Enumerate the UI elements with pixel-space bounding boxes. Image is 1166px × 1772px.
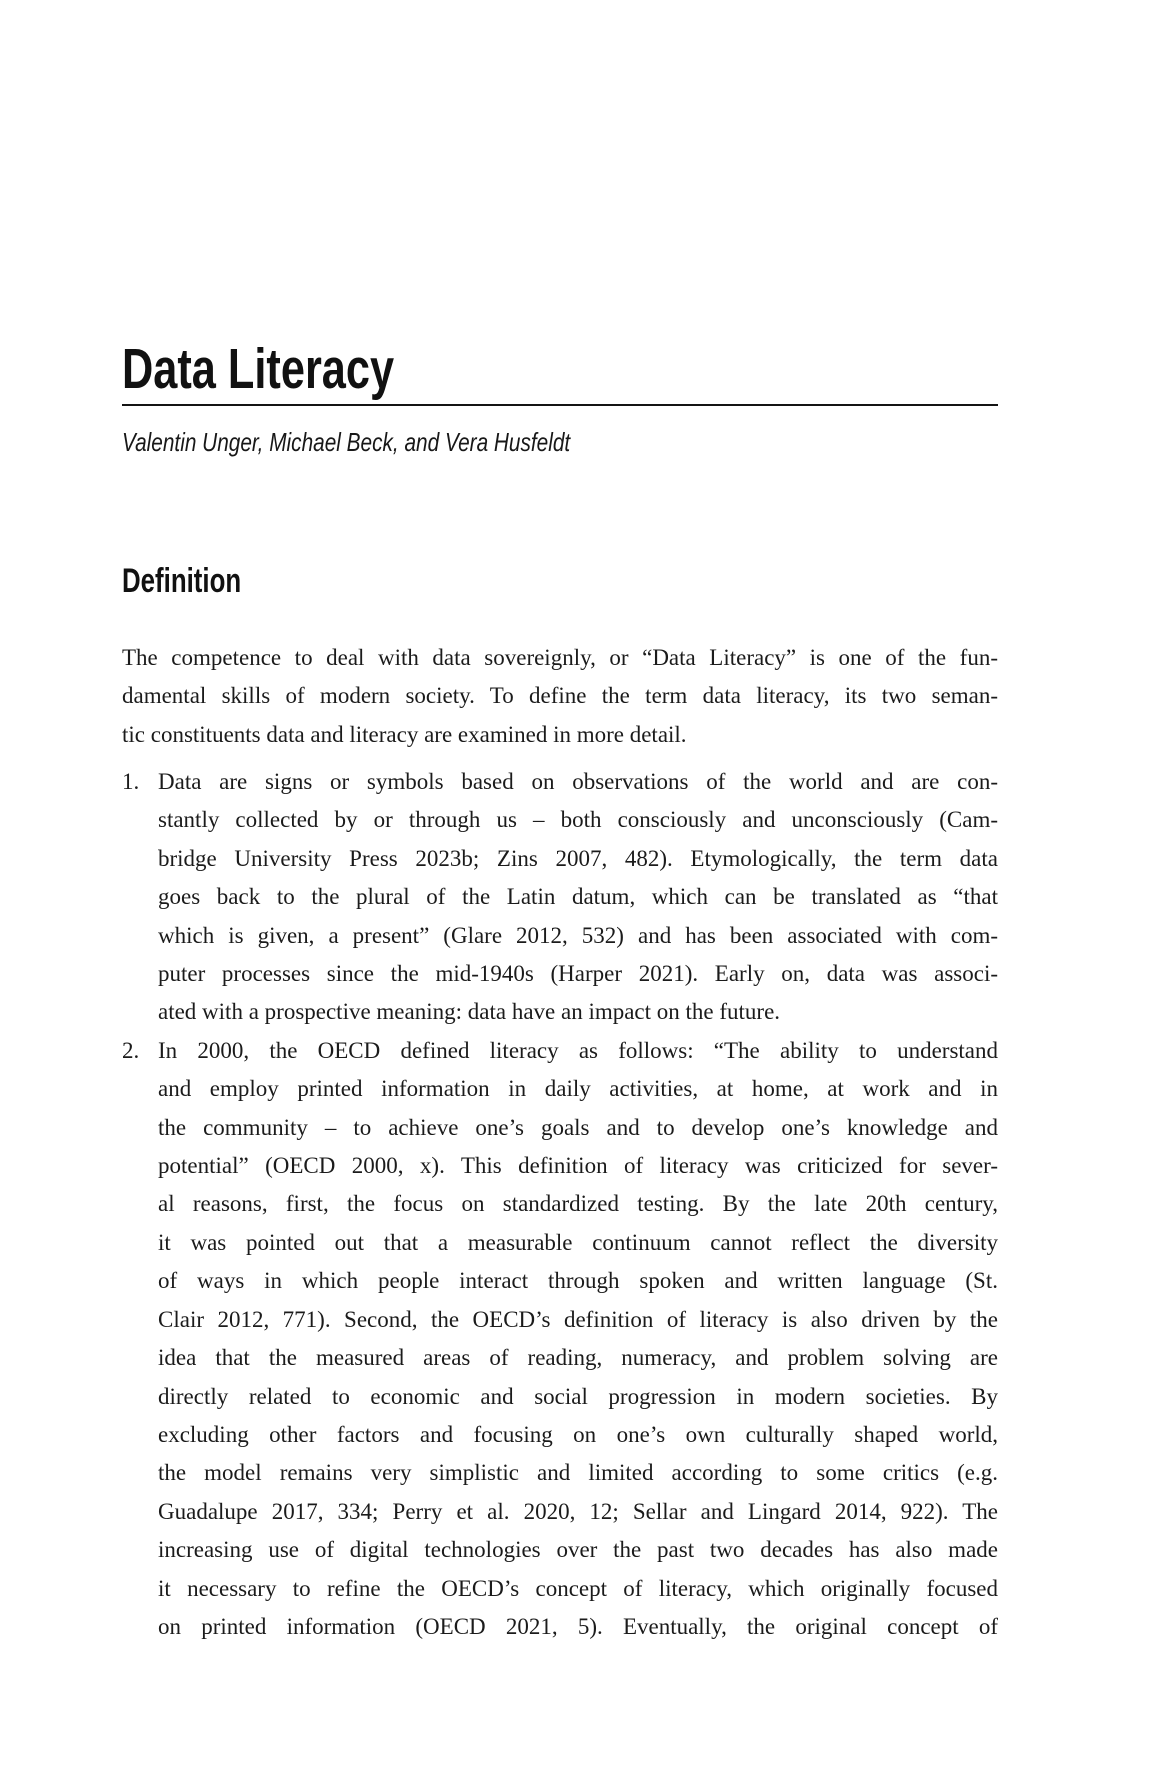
- authors-line: Valentin Unger, Michael Beck, and Vera Husfeldt: [122, 427, 571, 457]
- list-item-1: [122, 763, 998, 1032]
- text-line: ated with a prospective meaning: data have an impact on the future.: [158, 999, 781, 1025]
- text-line: puter processes since the mid-1940s (Harper 2021). Early on, data was associ-: [158, 961, 998, 987]
- text-line: and employ printed information in daily activities, at home, at work and in: [158, 1076, 998, 1102]
- list-item-2-text: [158, 1032, 998, 1647]
- text-line: In 2000, the OECD defined literacy as follows: “The ability to understand: [158, 1037, 998, 1063]
- text-line: tic constituents data and literacy are examined in more detail.: [122, 721, 687, 747]
- definition-list: [122, 763, 998, 1646]
- text-line: damental skills of modern society. To define the term data literacy, its two seman-: [122, 683, 998, 709]
- text-line: Clair 2012, 771). Second, the OECD’s definition of literacy is also driven by the: [158, 1306, 998, 1332]
- intro-paragraph: [122, 639, 998, 754]
- text-line: bridge University Press 2023b; Zins 2007, 482). Etymologically, the term data: [158, 845, 998, 871]
- text-line: al reasons, first, the focus on standardized testing. By the late 20th century,: [158, 1191, 998, 1217]
- list-marker-1: 1.: [122, 769, 140, 794]
- section-heading-definition: Definition: [122, 562, 242, 600]
- text-line: it was pointed out that a measurable continuum cannot reflect the diversity: [158, 1229, 998, 1255]
- text-line: increasing use of digital technologies over the past two decades has also made: [158, 1537, 998, 1563]
- text-line: it necessary to refine the OECD’s concept of literacy, which originally focused: [158, 1575, 998, 1601]
- text-line: stantly collected by or through us – both consciously and unconsciously (Cam-: [158, 807, 998, 833]
- text-line: the community – to achieve one’s goals and to develop one’s knowledge and: [158, 1114, 998, 1140]
- text-line: directly related to economic and social progression in modern societies. By: [158, 1383, 998, 1409]
- text-line: which is given, a present” (Glare 2012, 532) and has been associated with com-: [158, 922, 998, 948]
- text-line: potential” (OECD 2000, x). This definition of literacy was criticized for sever-: [158, 1153, 998, 1179]
- text-line: of ways in which people interact through spoken and written language (St.: [158, 1268, 998, 1294]
- page-title: Data Literacy: [122, 337, 395, 401]
- text-line: The competence to deal with data sovereignly, or “Data Literacy” is one of the fun-: [122, 645, 998, 670]
- list-marker-2: 2.: [122, 1037, 140, 1063]
- text-line: goes back to the plural of the Latin datum, which can be translated as “that: [158, 884, 998, 910]
- text-line: Guadalupe 2017, 334; Perry et al. 2020, 12; Sellar and Lingard 2014, 922). The: [158, 1498, 998, 1524]
- text-line: the model remains very simplistic and limited according to some critics (e.g.: [158, 1460, 998, 1486]
- text-line: idea that the measured areas of reading, numeracy, and problem solving are: [158, 1345, 998, 1371]
- text-line: on printed information (OECD 2021, 5). Eventually, the original concept of: [158, 1613, 998, 1639]
- list-item-1-text: [158, 763, 998, 1032]
- text-line: excluding other factors and focusing on one’s own culturally shaped world,: [158, 1421, 998, 1447]
- title-rule-divider: [122, 404, 998, 406]
- list-item-2: [122, 1032, 998, 1647]
- text-line: Data are signs or symbols based on observations of the world and are con-: [158, 769, 998, 794]
